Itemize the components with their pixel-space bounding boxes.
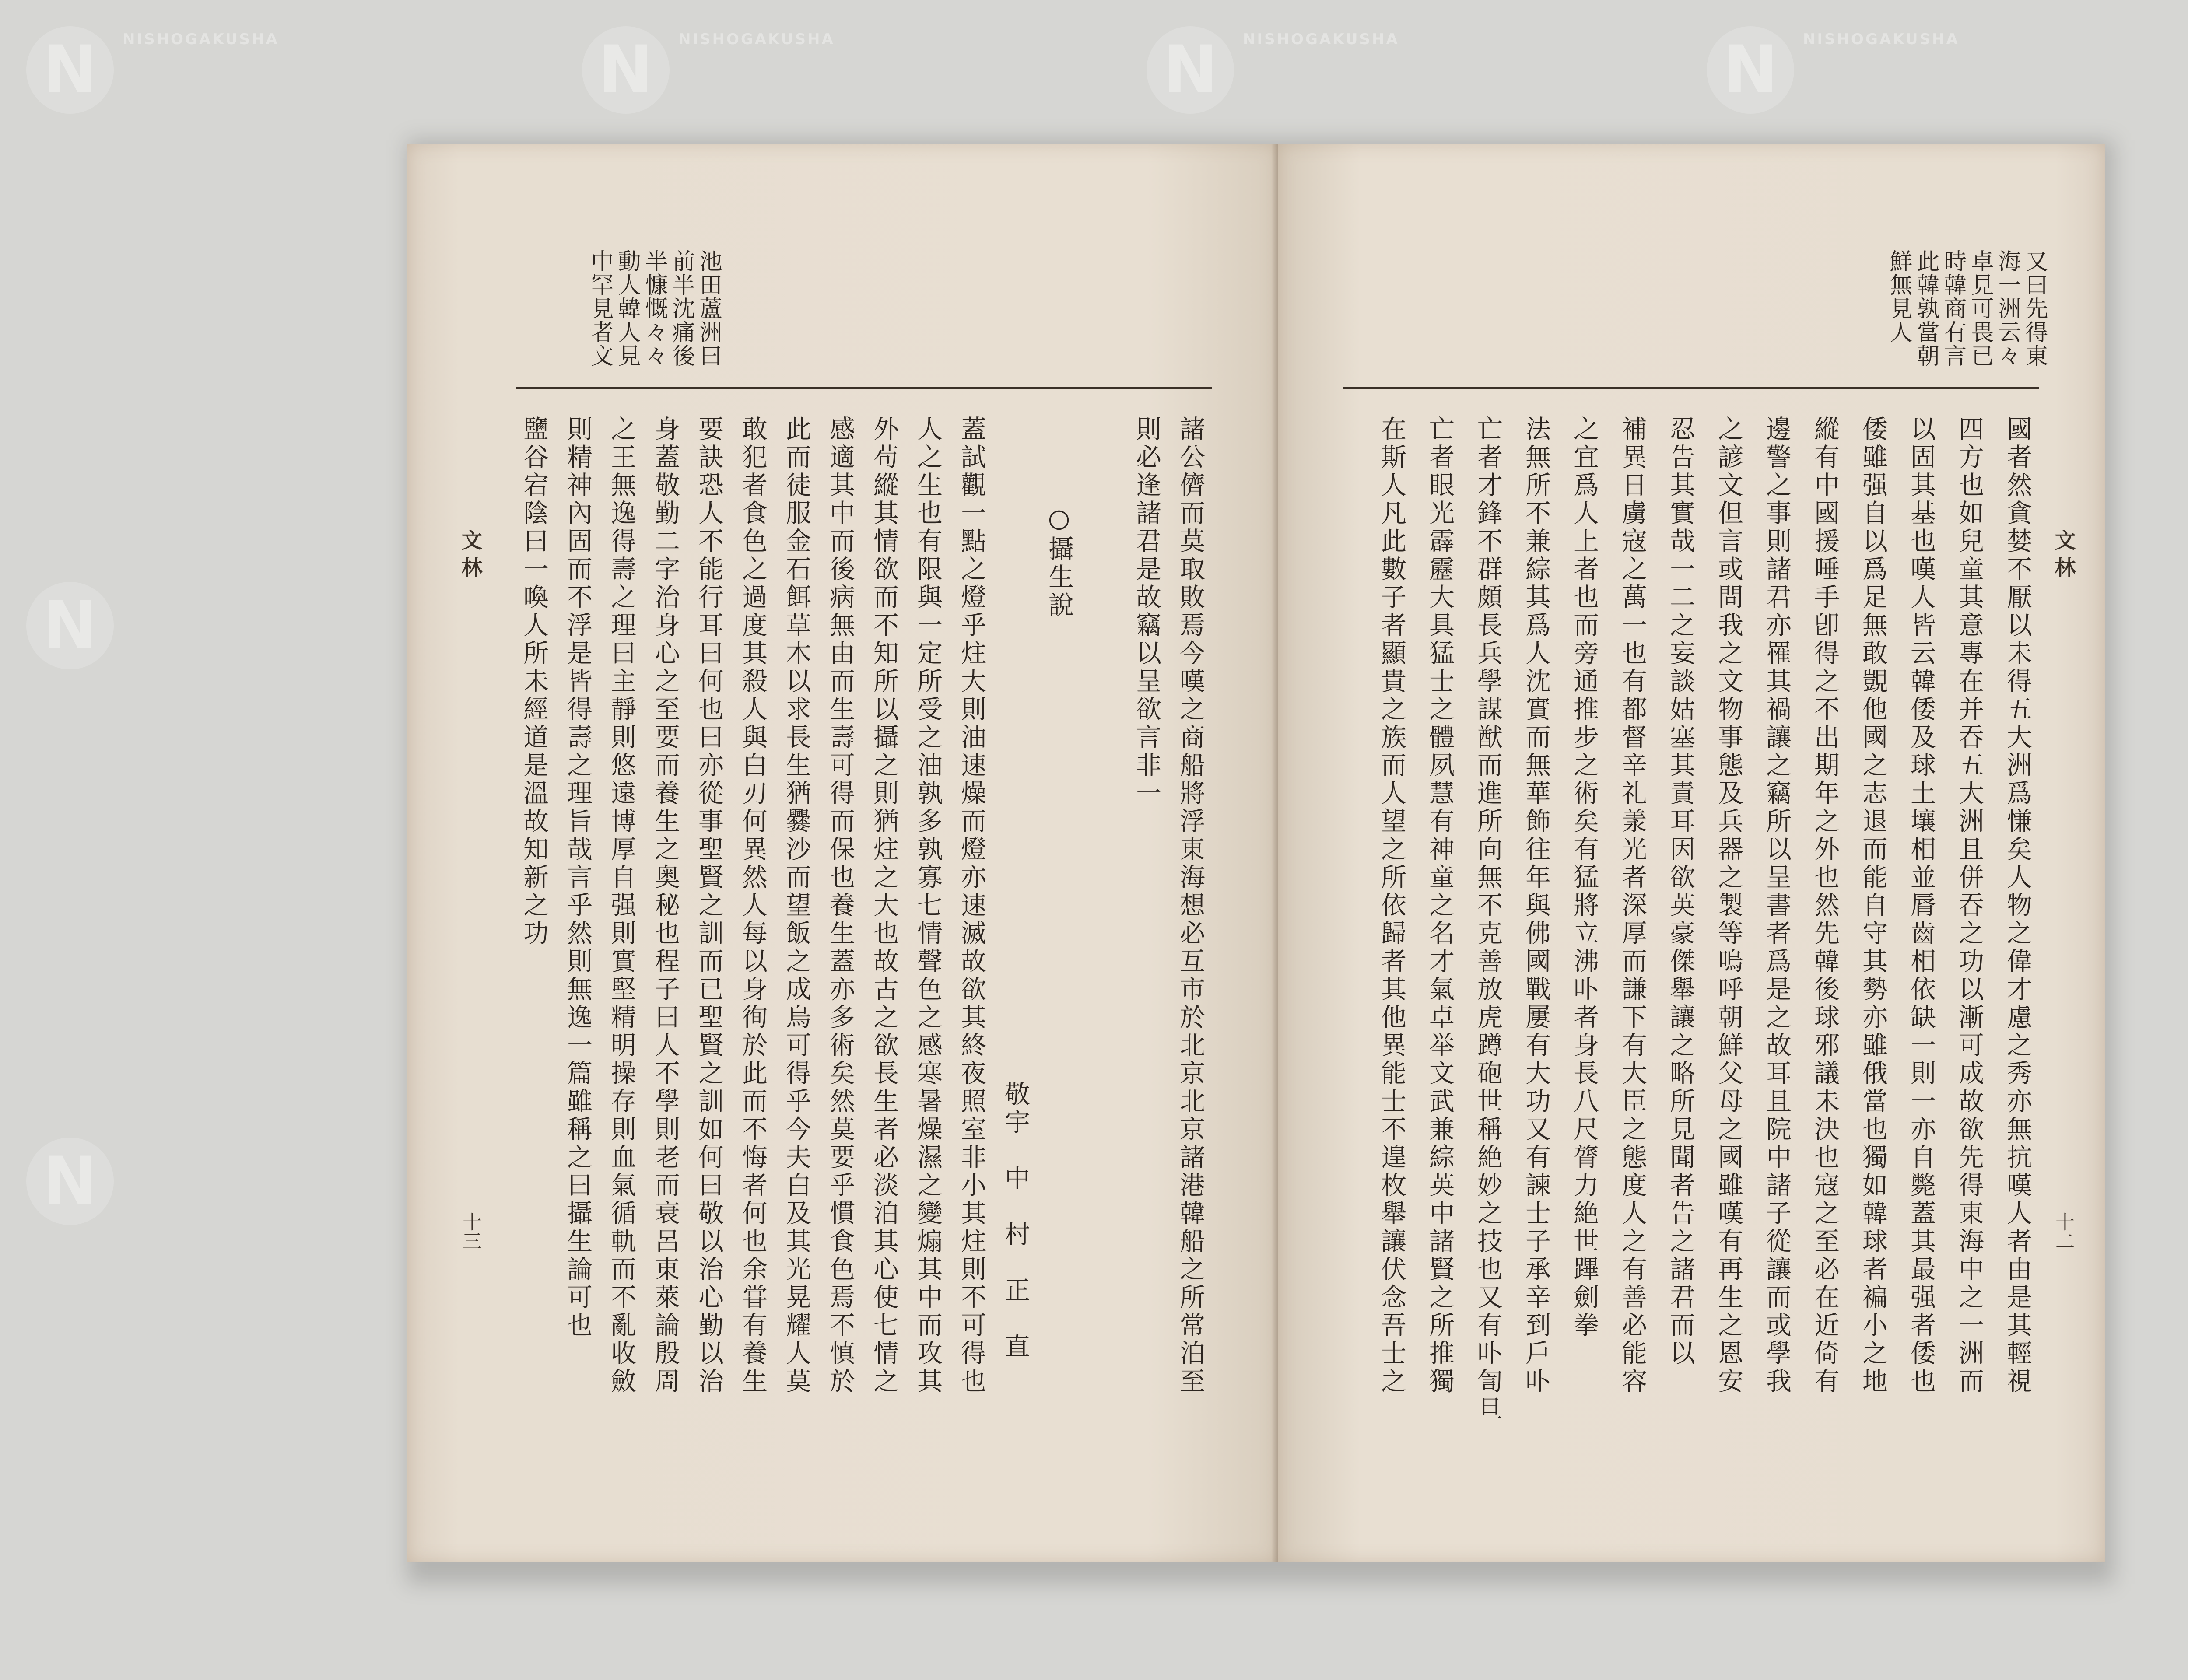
margin-note: 卓見可畏已 bbox=[1967, 249, 1993, 368]
text-column: 感適其中而後病無由而生壽可得而保也養生蓋亦多術矣然莫要乎慣食色焉不慎於 bbox=[825, 416, 855, 1396]
margin-note: 海一洲云々 bbox=[1994, 249, 2020, 368]
watermark-logo-icon: N bbox=[26, 582, 114, 669]
header-rule bbox=[516, 387, 1212, 389]
text-column: 以固其基也嘆人皆云韓倭及球土壤相並脣齒相依缺一則一亦自斃蓋其最强者倭也 bbox=[1906, 416, 1936, 1396]
running-header: 文林 bbox=[458, 529, 482, 584]
text-column: 國者然貪婪不厭以未得五大洲爲慊矣人物之偉才慮之秀亦無抗嘆人者由是其輕視 bbox=[2002, 416, 2032, 1396]
text-column: 倭雖强自以爲足無敢覬他國之志退而能自守其勢亦雖俄當也獨如韓球者褊小之地 bbox=[1858, 416, 1888, 1396]
text-column: 之宜爲人上者也而旁通推步之術矣有猛將立沸卟者身長八尺膂力絶世蹕劍拳 bbox=[1569, 416, 1599, 1340]
margin-note: 時韓商有言 bbox=[1940, 249, 1966, 368]
text-column: 蓋試觀一點之燈乎炷大則油速燥而燈亦速滅故欲其終夜照室非小其炷則不可得也 bbox=[957, 416, 986, 1396]
watermark-logo-icon: N bbox=[582, 26, 670, 114]
watermark-text: NISHOGAKUSHA bbox=[1243, 31, 1399, 48]
text-column: 亡者才鋒不群頗長兵學謀猷而進所向無不克善放虎蹲砲世稱絶妙之技也又有卟訇旦 bbox=[1473, 416, 1503, 1424]
text-column: 身蓋敬勤二字治身心之至要而養生之奥秘也程子曰人不學則老而衰呂東萊論殷周 bbox=[650, 416, 680, 1396]
text-column: 在斯人凡此數子者顯貴之族而人望之所依歸者其他異能士不遑枚舉讓伏念吾士之 bbox=[1377, 416, 1406, 1396]
page-number: 十二 bbox=[2052, 1212, 2074, 1250]
commentary-column: 鹽谷宕陰曰一喚人所未經道是溫故知新之功 bbox=[519, 416, 549, 948]
text-column: 敢犯者食色之過度其殺人與白刃何異然人每以身徇於此而不悔者何也余甞有養生 bbox=[738, 416, 768, 1396]
text-column: 則精神內固而不浮是皆得壽之理旨哉言乎然則無逸一篇雖稱之曰攝生論可也 bbox=[563, 416, 593, 1340]
header-rule bbox=[1343, 387, 2039, 389]
section-title: ○攝生說 bbox=[1044, 503, 1074, 620]
watermark-logo-icon: N bbox=[1147, 26, 1234, 114]
text-column: 之王無逸得壽之理曰主靜則悠遠博厚自强則實堅精明操存則血氣循軌而不亂收斂 bbox=[607, 416, 636, 1396]
watermark-text: NISHOGAKUSHA bbox=[678, 31, 835, 48]
running-header: 文林 bbox=[2051, 529, 2076, 584]
text-column: 忍告其實哉一二之妄談姑塞其責耳因欲英豪傑舉讓之略所見聞者告之諸君而以 bbox=[1666, 416, 1695, 1368]
margin-note: 又曰先得東 bbox=[2021, 249, 2048, 368]
text-column: 外苟縱其情欲而不知所以攝之則猶炷之大也故古之欲長生者必淡泊其心使七情之 bbox=[869, 416, 899, 1396]
left-page bbox=[407, 144, 1278, 1562]
margin-note: 池田蘆洲曰 bbox=[695, 249, 722, 368]
author-name: 敬宇 中 村 正 直 bbox=[1000, 1081, 1030, 1361]
page-number: 十三 bbox=[459, 1212, 481, 1250]
watermark-logo-icon: N bbox=[26, 1138, 114, 1225]
text-column: 補異日虜寇之萬一也有都督辛礼羕光者深厚而謙下有大臣之態度人之有善必能容 bbox=[1617, 416, 1647, 1396]
margin-note: 鮮無見人 bbox=[1886, 249, 1912, 344]
margin-note: 半慷慨々々 bbox=[641, 249, 667, 368]
text-column: 要訣恐人不能行耳曰何也曰亦從事聖賢之訓而已聖賢之訓如何曰敬以治心勤以治 bbox=[694, 416, 724, 1396]
margin-note: 中罕見者文 bbox=[587, 249, 613, 368]
watermark-text: NISHOGAKUSHA bbox=[1803, 31, 1960, 48]
text-column: 邊警之事則諸君亦罹其禍讓之竊所以呈書者爲是之故耳且院中諸子從讓而或學我 bbox=[1762, 416, 1792, 1396]
right-page bbox=[1278, 144, 2105, 1562]
text-column: 縱有中國援唾手卽得之不出期年之外也然先韓後球邪議未決也寇之至必在近倚有 bbox=[1810, 416, 1840, 1396]
text-column: 之諺文但言或問我之文物事態及兵器之製等嗚呼朝鮮父母之國雖嘆有再生之恩安 bbox=[1714, 416, 1743, 1396]
watermark-logo-icon: N bbox=[1707, 26, 1794, 114]
text-column: 人之生也有限與一定所受之油孰多孰寡七情聲色之感寒暑燥濕之變煽其中而攻其 bbox=[913, 416, 943, 1396]
text-column: 諸公儕而莫取敗焉今嘆之商船將浮東海想必互市於北京北京諸港韓船之所常泊至 bbox=[1175, 416, 1205, 1396]
text-column: 則必逢諸君是故竊以呈欲言非一 bbox=[1132, 416, 1161, 808]
text-column: 四方也如兒童其意專在并吞五大洲且併吞之功以漸可成故欲先得東海中之一洲而 bbox=[1954, 416, 1984, 1396]
margin-note: 動人韓人見 bbox=[614, 249, 640, 368]
text-column: 法無所不兼綜其爲人沈實而無華飾往年與佛國戰屢有大功又有諫士子承辛到戶卟 bbox=[1521, 416, 1551, 1396]
watermark-logo-icon: N bbox=[26, 26, 114, 114]
text-column: 此而徒服金石餌草木以求長生猶爨沙而望飯之成烏可得乎今夫白及其光晃耀人莫 bbox=[782, 416, 811, 1396]
text-column: 亡者眼光霹靂大具猛士之體夙慧有神童之名才氣卓举文武兼綜英中諸賢之所推獨 bbox=[1425, 416, 1455, 1396]
watermark-text: NISHOGAKUSHA bbox=[123, 31, 279, 48]
margin-note: 此韓孰當朝 bbox=[1913, 249, 1939, 368]
margin-note: 前半沈痛後 bbox=[668, 249, 694, 368]
